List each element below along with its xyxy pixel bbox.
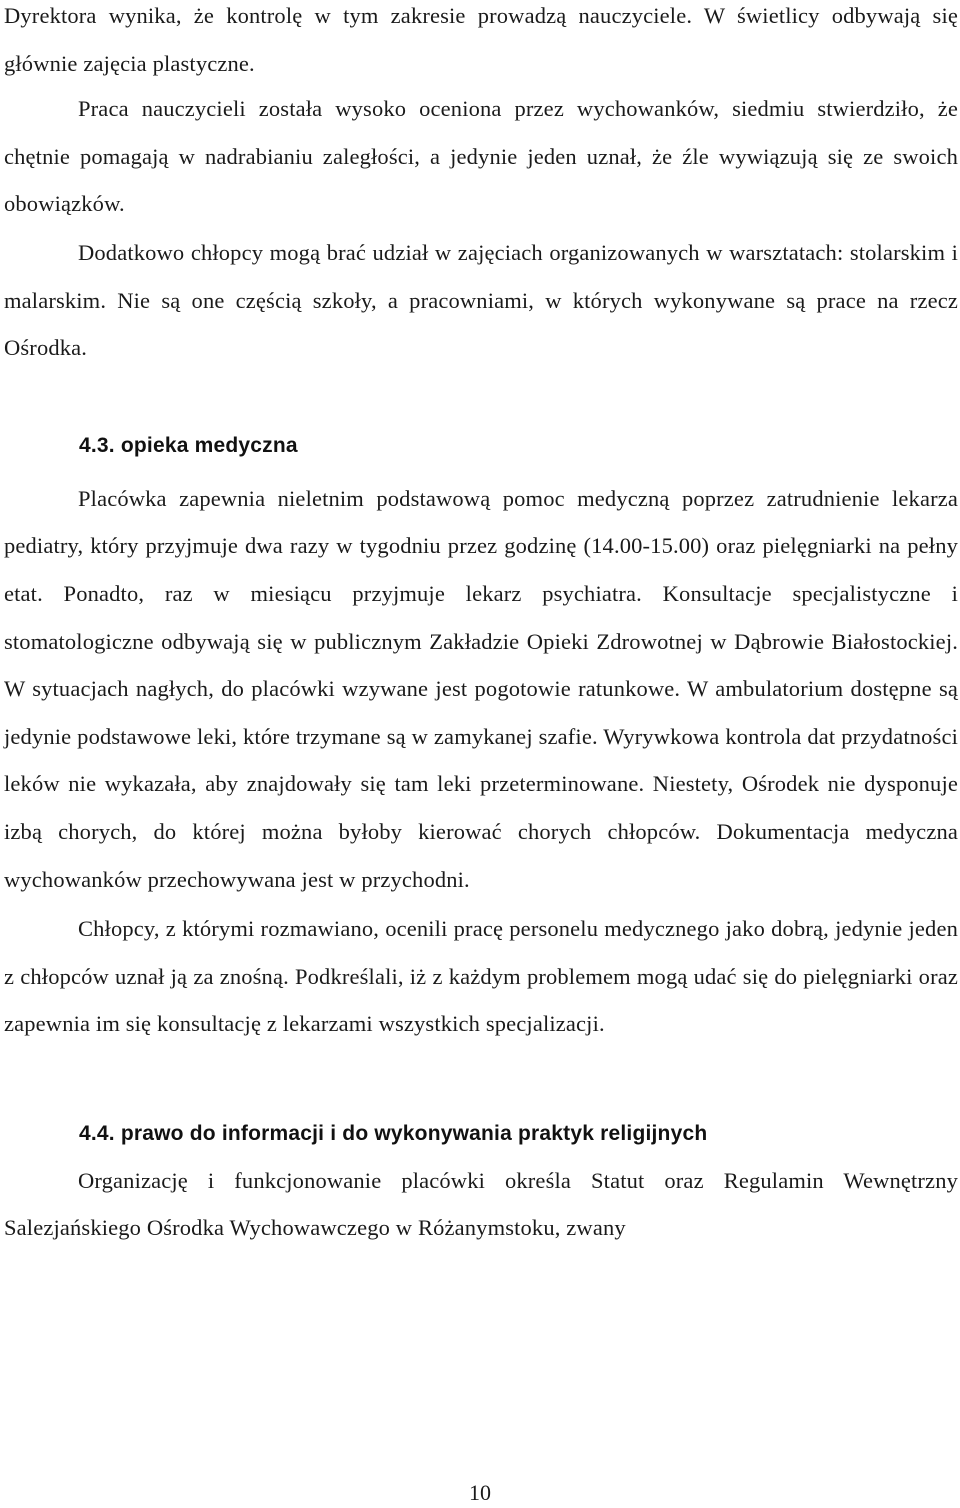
section-heading-medical-care: 4.3. opieka medyczna bbox=[79, 433, 298, 457]
paragraph-workshops: Dodatkowo chłopcy mogą brać udział w zajęciach organizowanych w warsztatach: stolarskim i malarskim. Nie są one częścią szkoły, a pracowniami, w których wykonywane są prace na rzecz Ośrodka. bbox=[4, 239, 958, 361]
paragraph-medical-evaluation: Chłopcy, z którymi rozmawiano, ocenili pracę personelu medycznego jako dobrą, jedynie jeden z chłopców uznał ją za znośną. Podkreślali, iż z każdym problemem mogą udać się do pielęgniarki oraz zapewnia im się konsultację z lekarzami wszystkich specjalizacji. bbox=[4, 916, 958, 1037]
section-gap bbox=[4, 1048, 958, 1110]
paragraph-medical-care: Placówka zapewnia nieletnim podstawową pomoc medyczną poprzez zatrudnienie lekarza pediatry, który przyjmuje dwa razy w tygodniu przez godzinę (14.00-15.00) oraz pielęgniarki na pełny etat. Ponadto, raz w miesiącu przyjmuje lekarz psychiatra. Konsultacje specjalistyczne i stomatologiczne odbywają się w publicznym Zakładzie Opieki Zdrowotnej w Dąbrowie Białostockiej. W sytuacjach nagłych, do placówki wzywane jest pogotowie ratunkowe. W ambulatorium dostępne są jedynie podstawowe leki, które trzymane są w zamykanej szafie. Wyrywkowa kontrola dat przydatności leków nie wykazała, aby znajdowały się tam leki przeterminowane. Niestety, Ośrodek nie dysponuje izbą chorych, do której można byłoby kierować chorych chłopców. Dokumentacja medyczna wychowanków przechowywana jest w przychodni. bbox=[4, 485, 958, 892]
document-page bbox=[4, 0, 958, 1252]
paragraph-continued: Dyrektora wynika, że kontrolę w tym zakresie prowadzą nauczyciele. W świetlicy odbywają się głównie zajęcia plastyczne. bbox=[4, 3, 958, 76]
page-number: 10 bbox=[469, 1480, 491, 1505]
paragraph-statute: Organizację i funkcjonowanie placówki określa Statut oraz Regulamin Wewnętrzny Salezjańskiego Ośrodka Wychowawczego w Różanymstoku, zwany bbox=[4, 1167, 958, 1241]
section-gap bbox=[4, 372, 958, 422]
section-heading-information-religion: 4.4. prawo do informacji i do wykonywania praktyk religijnych bbox=[79, 1121, 708, 1145]
paragraph-teacher-evaluation: Praca nauczycieli została wysoko oceniona przez wychowanków, siedmiu stwierdziło, że chętnie pomagają w nadrabianiu zaległości, a jedynie jeden uznał, że źle wywiązują się ze swoich obowiązków. bbox=[4, 96, 958, 217]
